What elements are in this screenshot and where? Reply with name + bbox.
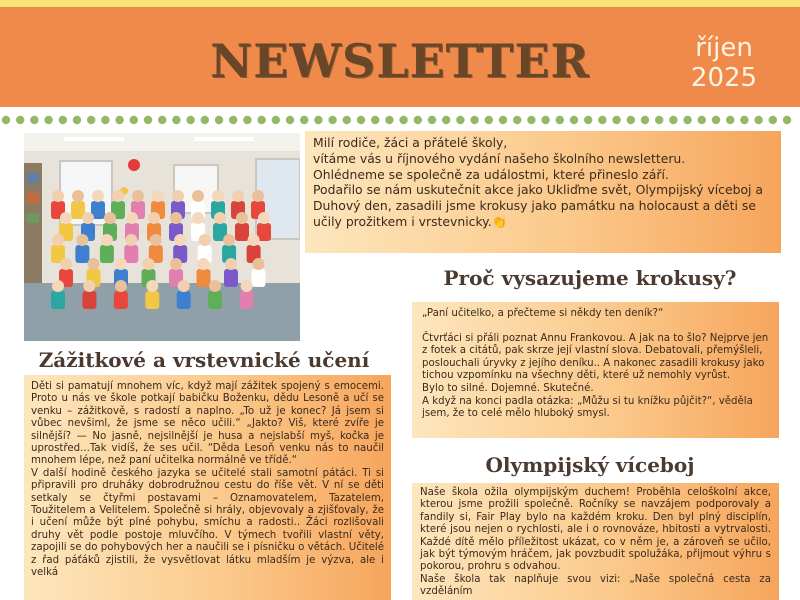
photo-child-head <box>52 280 64 292</box>
divider-dot <box>740 116 748 124</box>
zazitek-paragraph: Děti si pamatují mnohem víc, když mají zážitek spojený s emocemi. Proto u nás ve škole potkají babičku Boženku, dědu Lesoně a učí se venku – zážitkově, s radostí a naplno. „To už je konec? Já jsem si vůbec nevšiml, že jsme se něco učili.“ „Jakto? Viš, které zvíře je silnější? — No jasně, nejsilnější je husa a nejslabší myš, kočka je uprostřed...Tak vidíš, že ses učil. “Děda Lesoň venku nás to naučil mnohem lépe, než paní učitelka normálně ve třídě.“ <box>31 381 384 467</box>
olymp-box <box>412 483 779 600</box>
photo-child-head <box>125 234 137 246</box>
divider-dot <box>371 116 379 124</box>
photo-child-head <box>112 190 124 202</box>
photo-child-head <box>150 234 162 246</box>
divider-dot <box>769 116 777 124</box>
issue-date <box>684 33 764 93</box>
photo-child-body <box>224 269 238 287</box>
photo-child-head <box>82 212 94 224</box>
divider-dot <box>527 116 535 124</box>
photo-child-head <box>52 234 64 246</box>
photo-child-head <box>225 258 237 270</box>
photo-child-body <box>100 245 114 263</box>
olymp-paragraph: Naše škola tak naplňuje svou vizi: „Naše společná cesta za vzděláním <box>420 573 771 598</box>
intro-line: Podařilo se nám uskutečnit akce jako Ukliďme svět, Olympijský víceboj a Duhový den, zasadili jsme krokusy jako památku na holocaust a děti se učily prožitkem i vrstevnicky.👏 <box>313 182 764 229</box>
divider-dot <box>698 116 706 124</box>
photo-child-head <box>253 258 265 270</box>
divider-dot <box>328 116 336 124</box>
divider-dot <box>87 116 95 124</box>
divider-dot <box>215 116 223 124</box>
divider-dot <box>158 116 166 124</box>
divider-dot <box>442 116 450 124</box>
intro-line: Milí rodiče, žáci a přátelé školy, <box>313 135 508 150</box>
divider-dot <box>556 116 564 124</box>
divider-dot <box>357 116 365 124</box>
issue-month: říjen <box>695 33 753 63</box>
krokusy-paragraph: Čtvrťáci si přáli poznat Annu Frankovou. A jak na to šlo? Nejprve jen z fotek a citátů, pak skrze její vlastní slova. Debatovali, přemýšleli, poslouchali úryvky z jejího deníku.. A nakonec zasadili krokusy jako tichou vzpomínku na všechny děti, které už nemohly vyrůst. <box>422 332 769 382</box>
divider-dot <box>513 116 521 124</box>
divider-dot <box>130 116 138 124</box>
photo-child-head <box>76 234 88 246</box>
krokusy-line: Bylo to silné. Dojemné. Skutečné. <box>422 382 594 394</box>
divider-dot <box>286 116 294 124</box>
photo-child-body <box>177 291 191 309</box>
photo-child-head <box>223 234 235 246</box>
photo-child-head <box>212 190 224 202</box>
divider-dot <box>754 116 762 124</box>
olymp-paragraph: Naše škola ožila olympijským duchem! Proběhla celoškolní akce, kterou jsme prožili společně. Ročníky se navzájem podporovaly a fandily si, Fair Play bylo na každém kroku. Den byl plný disciplín, které jsou nejen o rychlosti, ale i o rovnováze, hbitosti a vytrvalosti. Každé dítě mělo příležitost ukázat, co v něm je, a zároveň se učilo, jak být týmovým hráčem, jak povzbudit spolužáka, přijmout výhru s pokorou, prohru s odvahou. <box>420 487 771 573</box>
divider-dot <box>186 116 194 124</box>
photo-child-head <box>126 212 138 224</box>
krokusy-line: A když na konci padla otázka: „Můžu si tu knížku půjčit?“, věděla jsem, že to celé mělo hluboký smysl. <box>422 395 753 420</box>
photo-child-head <box>88 258 100 270</box>
top-accent-strip <box>0 0 800 7</box>
krokusy-box <box>412 302 779 438</box>
divider-dot <box>201 116 209 124</box>
photo-child-body <box>82 291 96 309</box>
divider-dot <box>30 116 38 124</box>
divider-dot <box>243 116 251 124</box>
photo-child-head <box>52 190 64 202</box>
photo-child-head <box>199 234 211 246</box>
divider-dot <box>257 116 265 124</box>
photo-child-head <box>178 280 190 292</box>
newsletter-title: NEWSLETTER <box>210 34 590 88</box>
photo-child-head <box>92 190 104 202</box>
zazitek-box <box>24 375 391 600</box>
dotted-divider <box>0 113 800 127</box>
divider-dot <box>44 116 52 124</box>
divider-dot <box>783 116 791 124</box>
divider-dot <box>598 116 606 124</box>
divider-dot <box>627 116 635 124</box>
divider-dot <box>343 116 351 124</box>
divider-dot <box>172 116 180 124</box>
divider-dot <box>2 116 10 124</box>
divider-dot <box>272 116 280 124</box>
photo-child-body <box>51 291 65 309</box>
photo-child-head <box>252 190 264 202</box>
photo-child-head <box>192 190 204 202</box>
divider-dot <box>115 116 123 124</box>
intro-line: vítáme vás u říjnového vydání našeho školního newsletteru. <box>313 150 686 166</box>
heading-krokusy: Proč vysazujeme krokusy? <box>443 266 737 290</box>
divider-dot <box>655 116 663 124</box>
newsletter-header <box>0 7 800 107</box>
divider-dot <box>669 116 677 124</box>
photo-child-head <box>174 234 186 246</box>
photo-child-head <box>83 280 95 292</box>
photo-child-head <box>170 258 182 270</box>
divider-dot <box>712 116 720 124</box>
photo-child-head <box>72 190 84 202</box>
photo-child-head <box>248 234 260 246</box>
photo-child-body <box>208 291 222 309</box>
photo-child-head <box>198 258 210 270</box>
divider-dot <box>470 116 478 124</box>
photo-child-body <box>235 223 249 241</box>
photo-child-head <box>241 280 253 292</box>
photo-child-head <box>152 190 164 202</box>
photo-child-head <box>258 212 270 224</box>
divider-dot <box>541 116 549 124</box>
divider-dot <box>641 116 649 124</box>
divider-dot <box>399 116 407 124</box>
photo-child-head <box>148 212 160 224</box>
photo-child-head <box>104 212 116 224</box>
photo-child-body <box>75 245 89 263</box>
zazitek-paragraph: V další hodině českého jazyka se učitelé stali samotní pátáci. Ti si připravili pro druháky dobrodružnou cestu do říše vět. V ní se děti setkaly se čtyřmi postavami – Oznamovatelem, Tazatelem, Toužitelem a Velitelem. Společně si hrály, objevovaly a zjišťovaly, že i učení může být plné pohybu, smíchu a radosti.. Žáci rozlišovali druhy vět podle postoje mluvčího. V týmech tvořili vlastní věty, zapojili se do pohybových her a naučili se i písničku o větách. Učitelé z řad páťáků zjistili, že vysvětlovat látku mladším je výzva, ale i velká <box>31 467 384 579</box>
divider-dot <box>485 116 493 124</box>
intro-box <box>305 131 781 253</box>
photo-child-head <box>143 258 155 270</box>
divider-dot <box>385 116 393 124</box>
divider-dot <box>612 116 620 124</box>
class-group-photo <box>24 133 300 341</box>
heading-zazitek: Zážitkové a vrstevnické učení <box>38 348 370 372</box>
divider-dot <box>229 116 237 124</box>
photo-child-head <box>146 280 158 292</box>
issue-year: 2025 <box>690 63 758 93</box>
photo-child-head <box>101 234 113 246</box>
photo-child-head <box>170 212 182 224</box>
divider-dot <box>726 116 734 124</box>
photo-child-head <box>60 258 72 270</box>
divider-dot <box>16 116 24 124</box>
divider-dot <box>456 116 464 124</box>
divider-dot <box>683 116 691 124</box>
photo-child-body <box>240 291 254 309</box>
photo-child-body <box>145 291 159 309</box>
photo-child-head <box>60 212 72 224</box>
heading-olymp: Olympijský víceboj <box>485 453 695 477</box>
intro-line: Ohlédneme se společně za událostmi, které přineslo září. <box>313 166 669 182</box>
photo-child-body <box>124 245 138 263</box>
photo-child-head <box>115 280 127 292</box>
photo-child-head <box>192 212 204 224</box>
divider-dot <box>414 116 422 124</box>
photo-child-head <box>172 190 184 202</box>
divider-dot <box>584 116 592 124</box>
divider-dot <box>144 116 152 124</box>
photo-child-head <box>115 258 127 270</box>
photo-child-body <box>252 269 266 287</box>
photo-child-head <box>209 280 221 292</box>
divider-dot <box>300 116 308 124</box>
divider-dot <box>314 116 322 124</box>
photo-child-body <box>114 291 128 309</box>
divider-dot <box>59 116 67 124</box>
photo-child-head <box>236 212 248 224</box>
divider-dot <box>101 116 109 124</box>
photo-child-head <box>132 190 144 202</box>
divider-dot <box>73 116 81 124</box>
divider-dot <box>499 116 507 124</box>
photo-child-body <box>197 269 211 287</box>
krokusy-quote: „Paní učitelko, a přečteme si někdy ten deník?“ <box>422 308 664 319</box>
divider-dot <box>570 116 578 124</box>
photo-child-head <box>232 190 244 202</box>
photo-child-head <box>214 212 226 224</box>
divider-dot <box>428 116 436 124</box>
